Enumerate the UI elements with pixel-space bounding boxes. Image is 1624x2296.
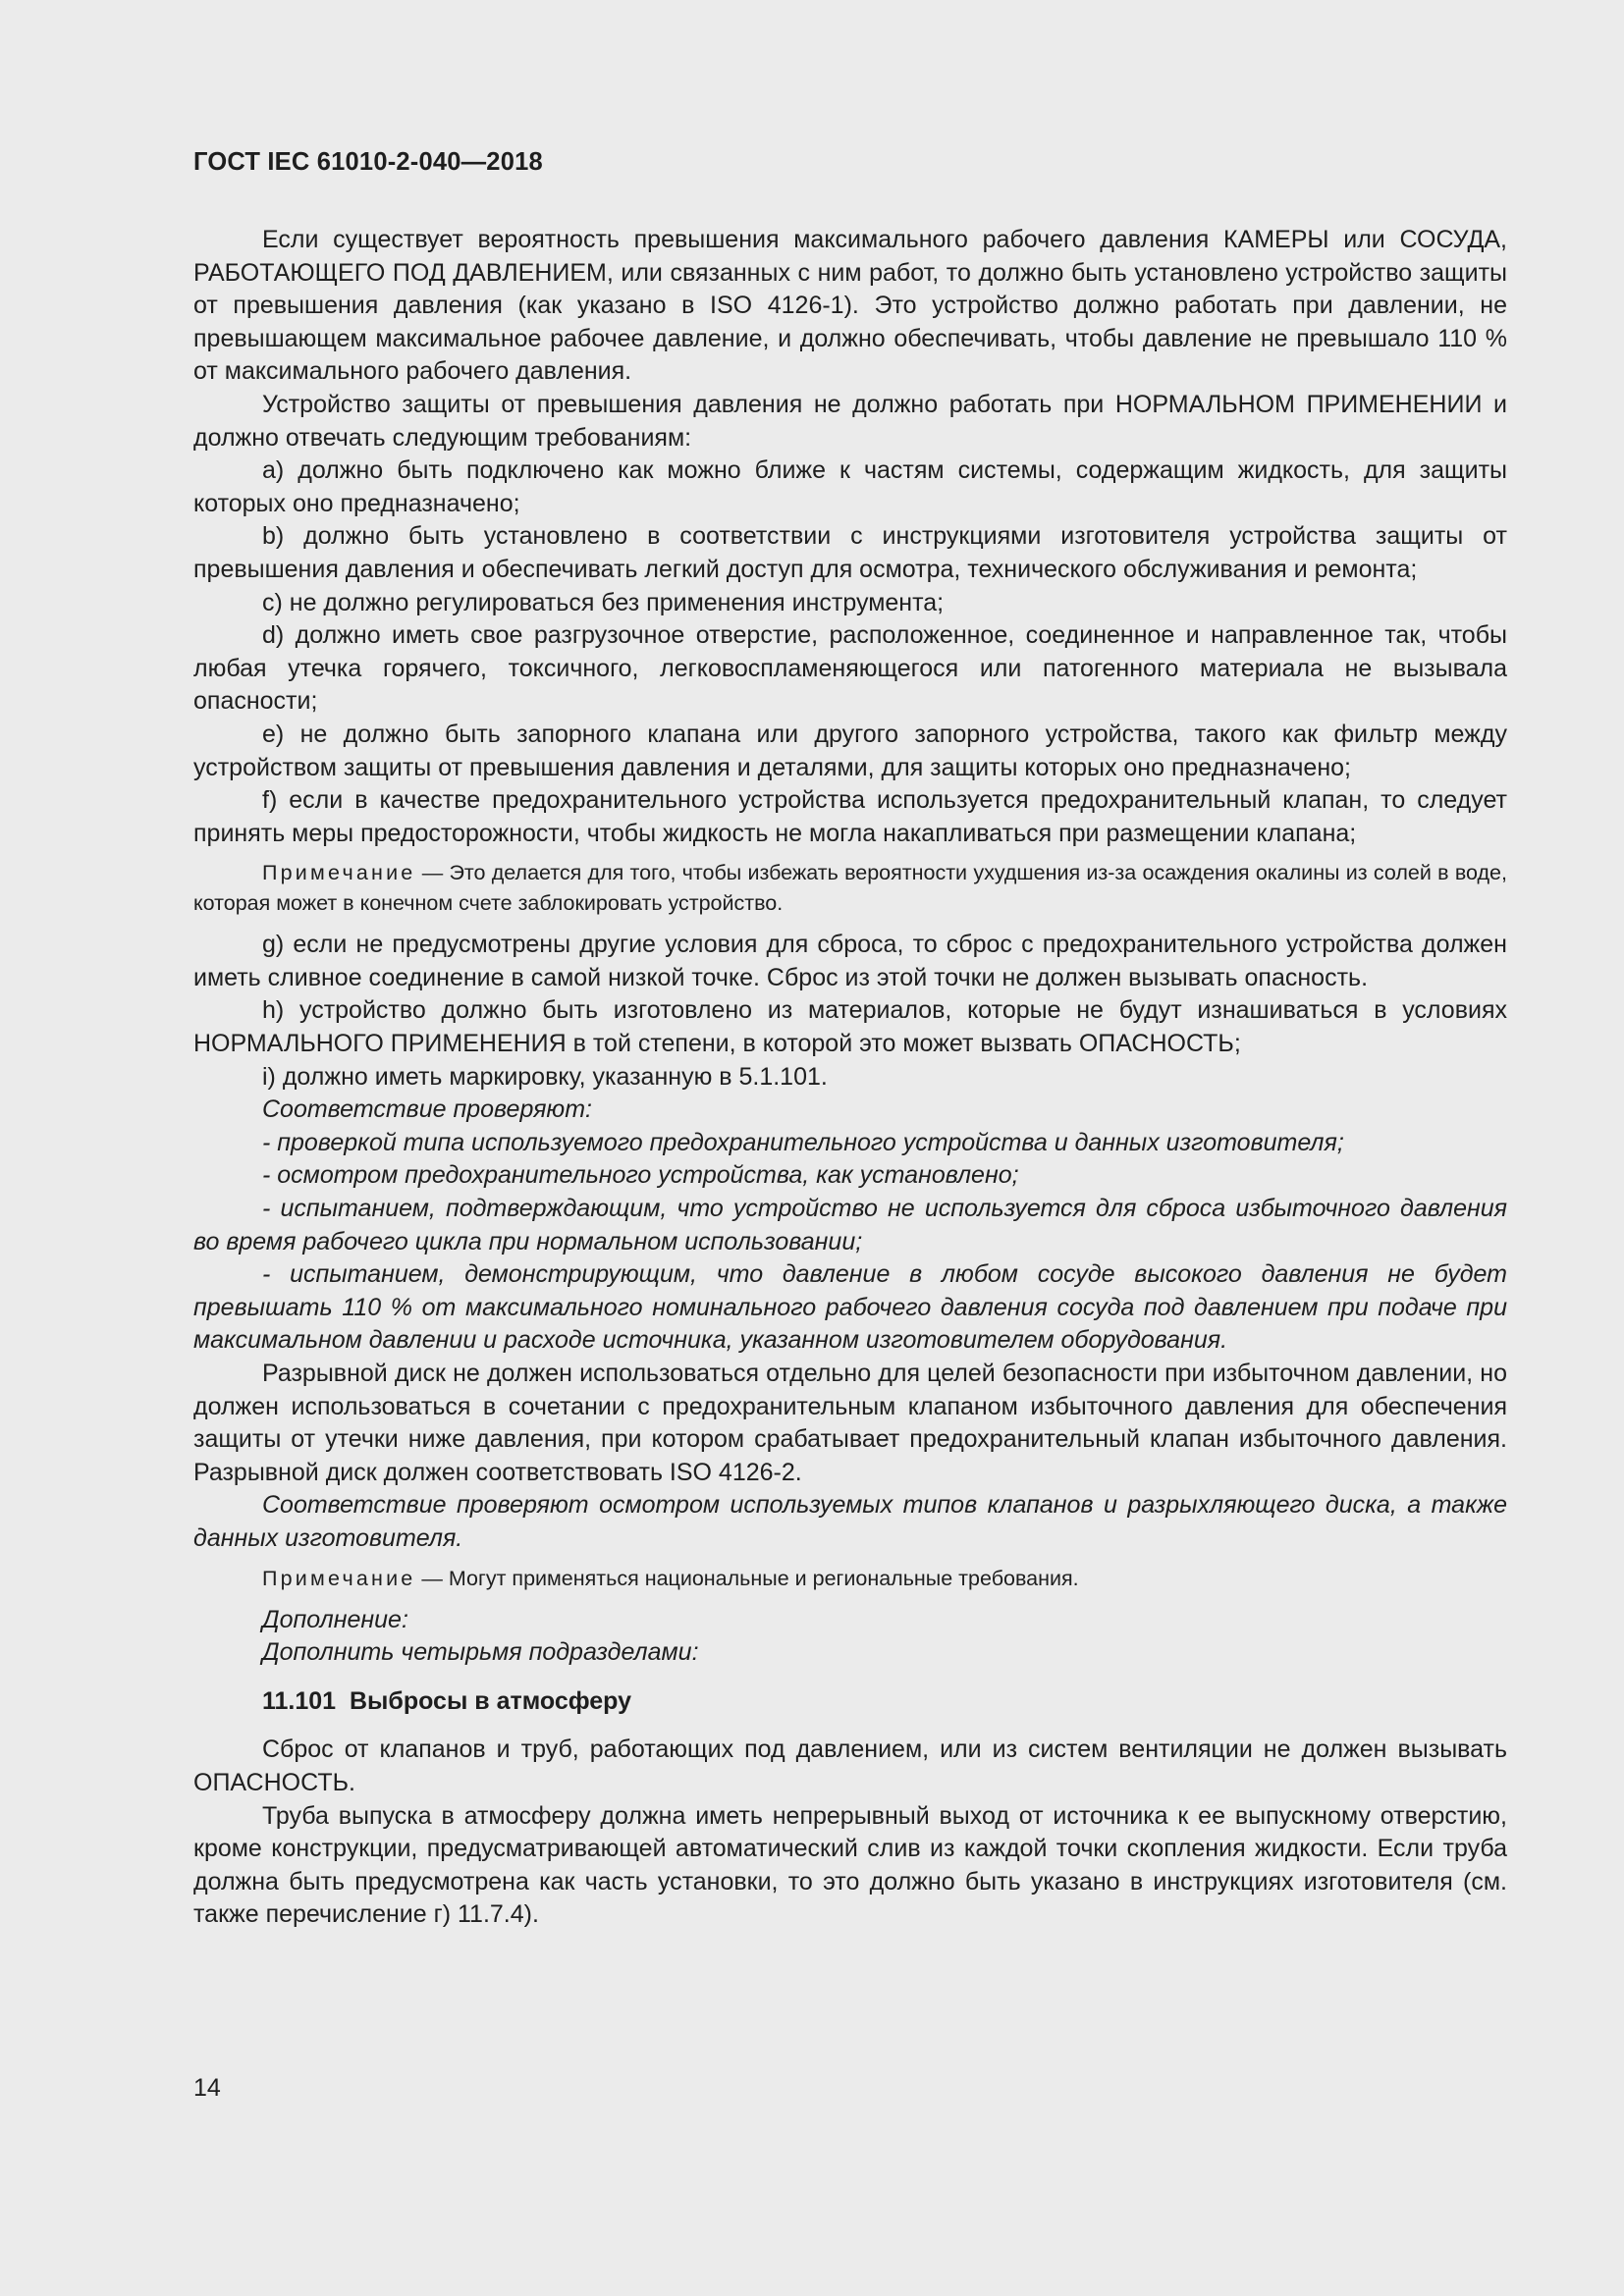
compliance-item: - испытанием, подтверждающим, что устройство не используется для сброса избыточного давления во время рабочего цикла при нормальном использовании; [193, 1195, 1507, 1255]
paragraph: Устройство защиты от превышения давления не должно работать при НОРМАЛЬНОМ ПРИМЕНЕНИИ и должно отвечать следующим требованиям: [193, 390, 1507, 452]
list-item: d) должно иметь свое разгрузочное отверстие, расположенное, соединенное и направленное так, чтобы любая утечка горячего, токсичного, легковоспламеняющегося или патогенного материала не вызывала опасности; [193, 621, 1507, 716]
list-item: g) если не предусмотрены другие условия для сброса, то сброс с предохранительного устройства должен иметь сливное соединение в самой низкой точке. Сброс из этой точки не должен вызывать опасность. [193, 931, 1507, 991]
section-heading [193, 1685, 1507, 1719]
note-label: Примечание [262, 1566, 416, 1590]
list-item: b) должно быть установлено в соответствии с инструкциями изготовителя устройства защиты от превышения давления и обеспечивать легкий доступ для осмотра, технического обслуживания и ремонта; [193, 522, 1507, 583]
list-item: e) не должно быть запорного клапана или другого запорного устройства, такого как фильтр между устройством защиты от превышения давления и деталями, для защиты которых оно предназначено; [193, 720, 1507, 781]
compliance-item: - проверкой типа используемого предохранительного устройства и данных изготовителя; [262, 1128, 1344, 1156]
note [193, 1564, 1507, 1594]
list-item: а) должно быть подключено как можно ближе к частям системы, содержащим жидкость, для защиты которых оно предназначено; [193, 456, 1507, 517]
section-number: 11.101 [262, 1686, 337, 1715]
note [193, 858, 1507, 919]
paragraph: Разрывной диск не должен использоваться отдельно для целей безопасности при избыточном давлении, но должен использоваться в сочетании с предохранительным клапаном избыточного давления для обеспечения защиты от утечки ниже давления, при котором срабатывает предохранительный клапан избыточного давления. Разрывной диск должен соответствовать ISO 4126-2. [193, 1360, 1507, 1486]
page-content [193, 224, 1507, 1932]
note-label: Примечание [262, 861, 416, 885]
compliance-item: - испытанием, демонстрирующим, что давление в любом сосуде высокого давления не будет превышать 110 % от максимального номинального рабочего давления сосуда под давлением при подаче при максимальном давлении и расходе источника, указанном изготовителем оборудования. [193, 1260, 1507, 1355]
section-title: Выбросы в атмосферу [350, 1686, 632, 1715]
compliance-item: - осмотром предохранительного устройства, как установлено; [262, 1161, 1019, 1190]
document-header: ГОСТ IEC 61010-2-040—2018 [193, 148, 543, 176]
note-text: — Могут применяться национальные и региональные требования. [415, 1566, 1079, 1590]
addition-label: Дополнение: [262, 1605, 408, 1633]
compliance-paragraph: Соответствие проверяют осмотром используемых типов клапанов и разрыхляющего диска, а также данных изготовителя. [193, 1491, 1507, 1552]
list-item: f) если в качестве предохранительного устройства используется предохранительный клапан, то следует принять меры предосторожности, чтобы жидкость не могла накапливаться при размещении клапана; [193, 786, 1507, 847]
note-text: — Это делается для того, чтобы избежать вероятности ухудшения из-за осаждения окалины из солей в воде, которая может в конечном счете заблокировать устройство. [193, 861, 1507, 916]
list-item: i) должно иметь маркировку, указанную в 5.1.101. [262, 1062, 828, 1091]
page-number: 14 [193, 2074, 221, 2102]
paragraph: Сброс от клапанов и труб, работающих под давлением, или из систем вентиляции не должен вызывать ОПАСНОСТЬ. [193, 1735, 1507, 1796]
list-item: h) устройство должно быть изготовлено из материалов, которые не будут изнашиваться в условиях НОРМАЛЬНОГО ПРИМЕНЕНИЯ в той степени, в которой это может вызвать ОПАСНОСТЬ; [193, 996, 1507, 1058]
compliance-heading: Соответствие проверяют: [262, 1095, 592, 1124]
paragraph: Труба выпуска в атмосферу должна иметь непрерывный выход от источника к ее выпускному отверстию, кроме конструкции, предусматривающей автоматический слив из каждой точки скопления жидкости. Если труба должна быть предусмотрена как часть установки, то это должно быть указано в инструкциях изготовителя (см. также перечисление г) 11.7.4). [193, 1801, 1507, 1929]
paragraph: Если существует вероятность превышения максимального рабочего давления КАМЕРЫ или СОСУДА, РАБОТАЮЩЕГО ПОД ДАВЛЕНИЕМ, или связанных с ним работ, то должно быть установлено устройство защиты от превышения давления (как указано в ISO 4126-1). Это устройство должно работать при давлении, не превышающем максимальное рабочее давление, и должно обеспечивать, чтобы давление не превышало 110 % от максимального рабочего давления. [193, 226, 1507, 386]
addition-text: Дополнить четырьмя подразделами: [262, 1638, 699, 1667]
list-item: c) не должно регулироваться без применения инструмента; [262, 588, 945, 616]
